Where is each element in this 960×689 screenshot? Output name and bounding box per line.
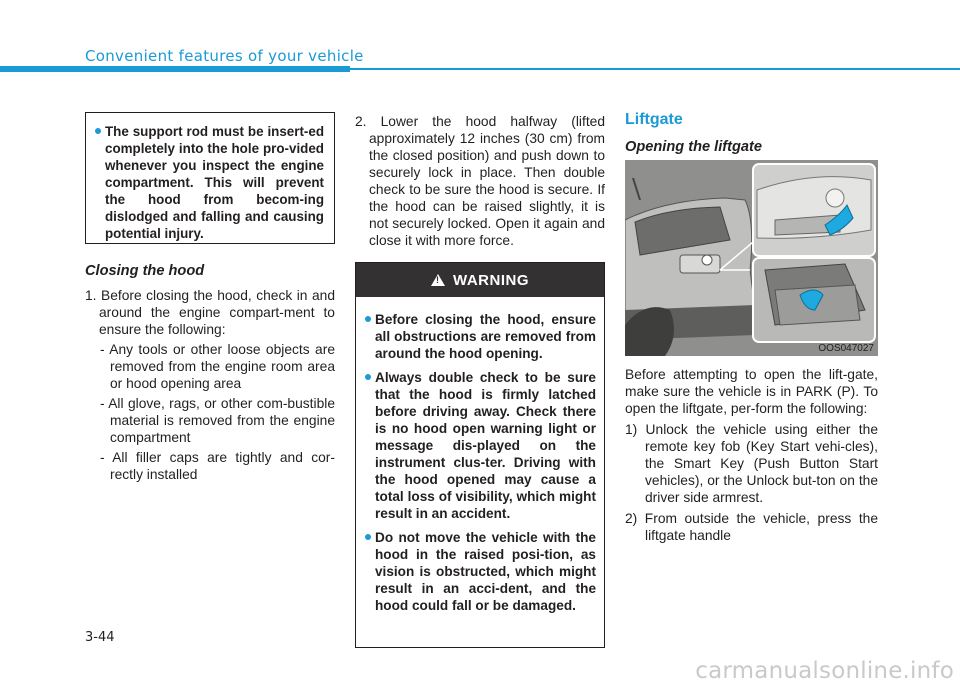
header-rule-thin	[350, 68, 960, 70]
closing-step-2-block	[355, 113, 605, 249]
liftgate-vehicle-drawing	[625, 160, 878, 356]
warning-list	[364, 311, 596, 614]
watermark: carmanualsonline.info	[695, 658, 954, 684]
closing-hood-title: Closing the hood	[85, 263, 205, 279]
closing-step-2: 2. Lower the hood halfway (lifted approximately 12 inches (30 cm) from the closed position) and push down to securely lock in place. Then double check to be sure the hood is secure. If the hood can be raised slightly, it is not securely locked. Open it again and close it with more force.	[355, 114, 605, 248]
figure-code: OOS047027	[818, 343, 874, 354]
closing-check-item: - All filler caps are tightly and cor-rectly installed	[100, 450, 335, 482]
liftgate-step: 1) Unlock the vehicle using either the remote key fob (Key Start vehi-cles), the Smart Key (Push Button Start vehicles), or the Unlock but-ton on the driver side armrest.	[625, 422, 878, 505]
header-rule-thick	[0, 66, 350, 72]
warning-item: Do not move the vehicle with the hood in the raised posi-tion, as vision is obstructed, which might result in an acci-dent, and the hood could fall or be damaged.	[364, 529, 596, 614]
warning-body	[356, 297, 604, 614]
page-number: 3-44	[85, 630, 115, 645]
caution-box	[85, 112, 335, 244]
liftgate-heading-block	[625, 111, 878, 155]
warning-label: WARNING	[453, 271, 529, 289]
warning-header	[356, 263, 604, 297]
closing-hood-section	[85, 263, 335, 483]
caution-item: The support rod must be insert-ed completely into the hole pro-vided whenever you inspect the engine compartment. This will prevent the hood from becom-ing dislodged and falling and causing potential injury.	[94, 123, 324, 242]
liftgate-body	[625, 366, 878, 544]
closing-step-1: 1. Before closing the hood, check in and around the engine compart-ment to ensure the following:	[85, 288, 335, 337]
caution-list	[94, 123, 324, 242]
warning-item: Always double check to be sure that the hood is firmly latched before driving away. Check there is no hood open warning light or message dis-played on the instrument clus-ter. Driving with the hood opened may cause a total loss of visibility, which might result in an accident.	[364, 369, 596, 522]
closing-check-item: - Any tools or other loose objects are removed from the engine room area or hood opening area	[100, 342, 335, 391]
liftgate-intro: Before attempting to open the lift-gate, make sure the vehicle is in PARK (P). To open the liftgate, per-form the following:	[625, 367, 878, 416]
closing-check-item: - All glove, rags, or other com-bustible material is removed from the engine compartment	[100, 396, 335, 445]
opening-liftgate-title: Opening the liftgate	[625, 139, 763, 155]
liftgate-illustration	[625, 160, 878, 356]
liftgate-step: 2) From outside the vehicle, press the liftgate handle	[625, 511, 878, 543]
warning-box	[355, 262, 605, 648]
section-header-title: Convenient features of your vehicle	[85, 47, 364, 65]
liftgate-title: Liftgate	[625, 111, 683, 128]
warning-triangle-icon	[431, 274, 445, 286]
warning-item: Before closing the hood, ensure all obstructions are removed from around the hood opening.	[364, 311, 596, 362]
